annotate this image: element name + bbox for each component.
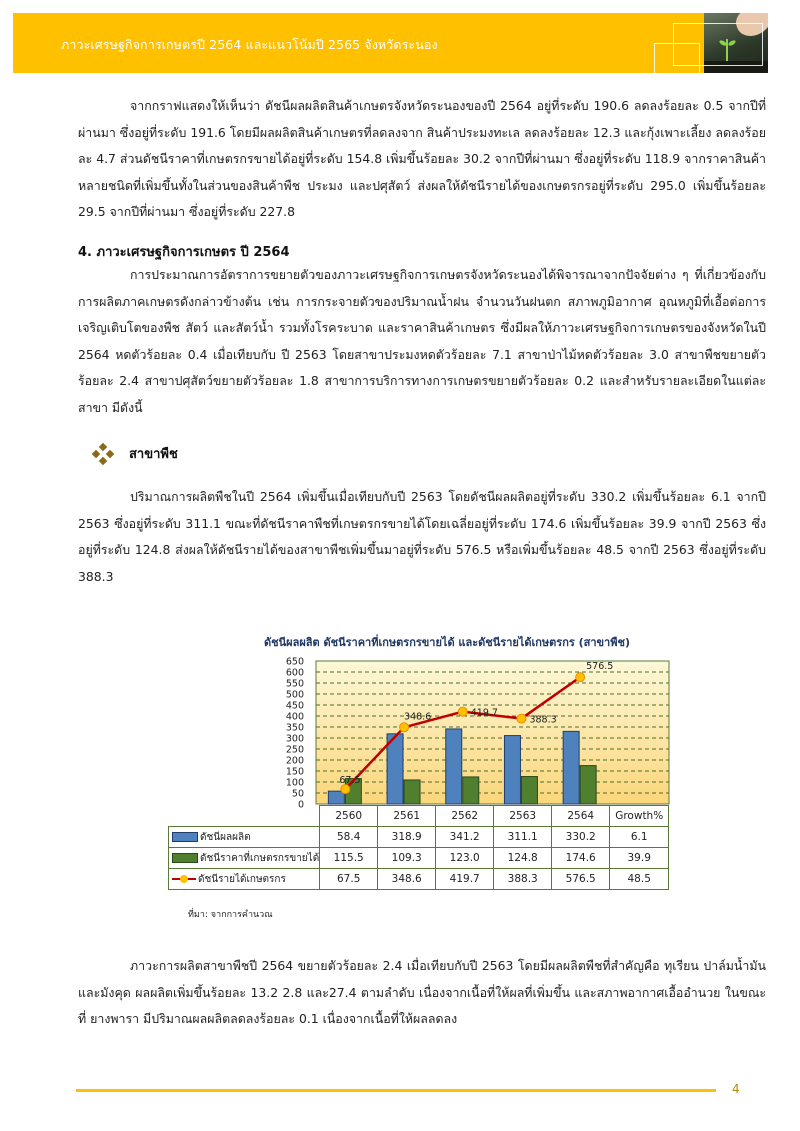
table-header-cell: 2563 [494,806,552,827]
table-cell: 419.7 [436,869,494,890]
section-4-title: 4. ภาวะเศรษฐกิจการเกษตร ปี 2564 [78,245,290,260]
legend-price-index: ดัชนีราคาที่เกษตรกรขายได้ [169,848,320,869]
table-row [169,827,669,848]
source-note: ที่มา: จากการคำนวณ [188,910,273,920]
income-index-marker [458,707,467,716]
green-bar-swatch-icon [172,853,198,863]
table-header-cell: 2561 [378,806,436,827]
crop-text: ปริมาณการผลิตพืชในปี 2564 เพิ่มขึ้นเมื่อเทียบกับปี 2563 โดยดัชนีผลผลิตอยู่ที่ระดับ 330.2 เพิ่มขึ้นร้อยละ 6.1 จากปี 2563 ซึ่งอยู่ที่ระดับ 311.1 ขณะที่ดัชนีราคาพืชที่เกษตรกรขายได้โดยเฉลี่ยอยู่ที่ระดับ 174.6 เพิ่มขึ้นร้อยละ 39.9 จากปี 2563 ซึ่งอยู่ที่ระดับ 124.8 ส่งผลให้ดัชนีรายได้ของสาขาพืชเพิ่มขึ้นมาอยู่ที่ระดับ 576.5 หรือเพิ่มขึ้นร้อยละ 48.5 จากปี 2563 ซึ่งอยู่ที่ระดับ 388.3 [78,489,766,584]
y-tick-label: 600 [285,667,304,679]
table-cell: 576.5 [552,869,610,890]
production-index-bar [504,736,520,804]
table-cell: 348.6 [378,869,436,890]
income-index-marker [400,723,409,732]
crop-production-text: ภาวะการผลิตสาขาพืชปี 2564 ขยายตัวร้อยละ 2.4 เมื่อเทียบกับปี 2563 โดยมีผลผลิตพืชที่สำคัญคือ ทุเรียน ปาล์มน้ำมัน และมังคุด ผลผลิตเพิ่มขึ้นร้อยละ 13.2 2.8 และ27.4 ตามลำดับ เนื่องจากเนื้อที่ให้ผลที่เพิ่มขึ้น และสภาพอากาศเอื้ออำนวย ในขณะที่ ยางพารา มีปริมาณผลผลิตลดลงร้อยละ 0.1 เนื่องจากเนื้อที่ให้ผลลดลง [78,958,766,1026]
blue-bar-swatch-icon [172,832,198,842]
table-cell: 318.9 [378,827,436,848]
chart-data-table [168,805,669,890]
y-tick-label: 550 [285,678,304,690]
price-index-bar [521,777,537,804]
line-data-label: 419.7 [470,707,498,719]
plot-area [316,661,669,804]
table-cell: 109.3 [378,848,436,869]
table-header-row [169,806,669,827]
chart-title: ดัชนีผลผลิต ดัชนีราคาที่เกษตรกรขายได้ และดัชนีรายได้เกษตรกร (สาขาพืช) [264,636,630,649]
table-cell: 123.0 [436,848,494,869]
y-tick-label: 200 [285,755,304,767]
table-cell: 6.1 [610,827,669,848]
table-header-cell: 2562 [436,806,494,827]
table-cell: 58.4 [320,827,378,848]
legend-income-index: ดัชนีรายได้เกษตรกร [169,869,320,890]
line-data-label: 576.5 [586,661,614,673]
table-cell: 388.3 [494,869,552,890]
table-cell: 341.2 [436,827,494,848]
crop-heading-label: สาขาพืช [129,447,178,462]
y-tick-label: 350 [285,722,304,734]
table-cell: 48.5 [610,869,669,890]
table-row [169,869,669,890]
line-data-label: 348.6 [404,711,432,723]
income-index-marker [576,673,585,682]
y-tick-label: 650 [285,656,304,668]
table-cell: 330.2 [552,827,610,848]
intro-text: จากกราฟแสดงให้เห็นว่า ดัชนีผลผลิตสินค้าเกษตรจังหวัดระนองของปี 2564 อยู่ที่ระดับ 190.6 ลดลงร้อยละ 0.5 จากปีที่ผ่านมา ซึ่งอยู่ที่ระดับ 191.6 โดยมีผลผลิตสินค้าเกษตรที่ลดลงจาก สินค้าประมงทะเล ลดลงร้อยละ 12.3 และกุ้งเพาะเลี้ยง ลดลงร้อยละ 4.7 ส่วนดัชนีราคาที่เกษตรกรขายได้อยู่ที่ระดับ 154.8 เพิ่มขึ้นร้อยละ 30.2 จากปีที่ผ่านมา ซึ่งอยู่ที่ระดับ 118.9 จากราคาสินค้าหลายชนิดที่เพิ่มขึ้นทั้งในส่วนของสินค้าพืช ประมง และปศุสัตว์ ส่งผลให้ดัชนีรายได้ของเกษตรกรอยู่ที่ระดับ 295.0 เพิ่มขึ้นร้อยละ 29.5 จากปีที่ผ่านมา ซึ่งอยู่ที่ระดับ 227.8 [78,98,766,219]
table-cell: 311.1 [494,827,552,848]
table-cell: 67.5 [320,869,378,890]
line-data-label: 67.5 [339,775,361,787]
y-tick-label: 500 [285,689,304,701]
legend-production-index: ดัชนีผลผลิต [169,827,320,848]
table-cell: 39.9 [610,848,669,869]
production-index-bar [563,731,579,804]
price-index-bar [463,777,479,804]
production-index-bar [446,729,462,804]
price-index-bar [404,780,420,804]
y-tick-label: 0 [297,799,304,811]
line-marker-swatch-icon [172,874,196,884]
footer-divider [76,1089,716,1092]
table-header-cell: 2564 [552,806,610,827]
line-data-label: 388.3 [529,714,557,726]
page-number: 4 [732,1082,740,1096]
y-axis-ticks [286,657,304,811]
y-tick-label: 50 [291,788,304,800]
section-4-text: การประมาณการอัตราการขยายตัวของภาวะเศรษฐกิจการเกษตรจังหวัดระนองได้พิจารณาจากปัจจัยต่าง ๆ ที่เกี่ยวข้องกับการผลิตภาคเกษตรดังกล่าวข้างต้น เช่น การกระจายตัวของปริมาณน้ำฝน จำนวนวันฝนตก สภาพภูมิอากาศ อุณหภูมิที่เอื้อต่อการเจริญเติบโตของพืช สัตว์ และสัตว์น้ำ รวมทั้งโรคระบาด และราคาสินค้าเกษตร ซึ่งมีผลให้ภาวะเศรษฐกิจการเกษตรของจังหวัดในปี 2564 หดตัวร้อยละ 0.4 เมื่อเทียบกับ ปี 2563 โดยสาขาประมงหดตัวร้อยละ 7.1 สาขาป่าไม้หดตัวร้อยละ 3.0 สาขาพืชขยายตัวร้อยละ 2.4 สาขาปศุสัตว์ขยายตัวร้อยละ 1.8 สาขาการบริการทางการเกษตรขยายตัวร้อยละ 0.2 และสำหรับรายละเอียดในแต่ละสาขา มีดังนี้ [78,267,766,415]
table-header-cell: 2560 [320,806,378,827]
y-tick-label: 300 [285,733,304,745]
table-cell: 174.6 [552,848,610,869]
income-index-marker [517,714,526,723]
y-tick-label: 250 [285,744,304,756]
header-title: ภาวะเศรษฐกิจการเกษตรปี 2564 และแนวโน้มปี 2565 จังหวัดระนอง [61,37,438,52]
table-cell: 115.5 [320,848,378,869]
table-row [169,848,669,869]
y-tick-label: 450 [285,700,304,712]
production-index-bar [328,791,344,804]
y-tick-label: 400 [285,711,304,723]
price-index-bar [580,766,596,804]
y-tick-label: 100 [285,777,304,789]
y-tick-label: 150 [285,766,304,778]
table-header-cell: Growth% [610,806,669,827]
crop-production-paragraph [78,953,766,1033]
table-cell: 124.8 [494,848,552,869]
